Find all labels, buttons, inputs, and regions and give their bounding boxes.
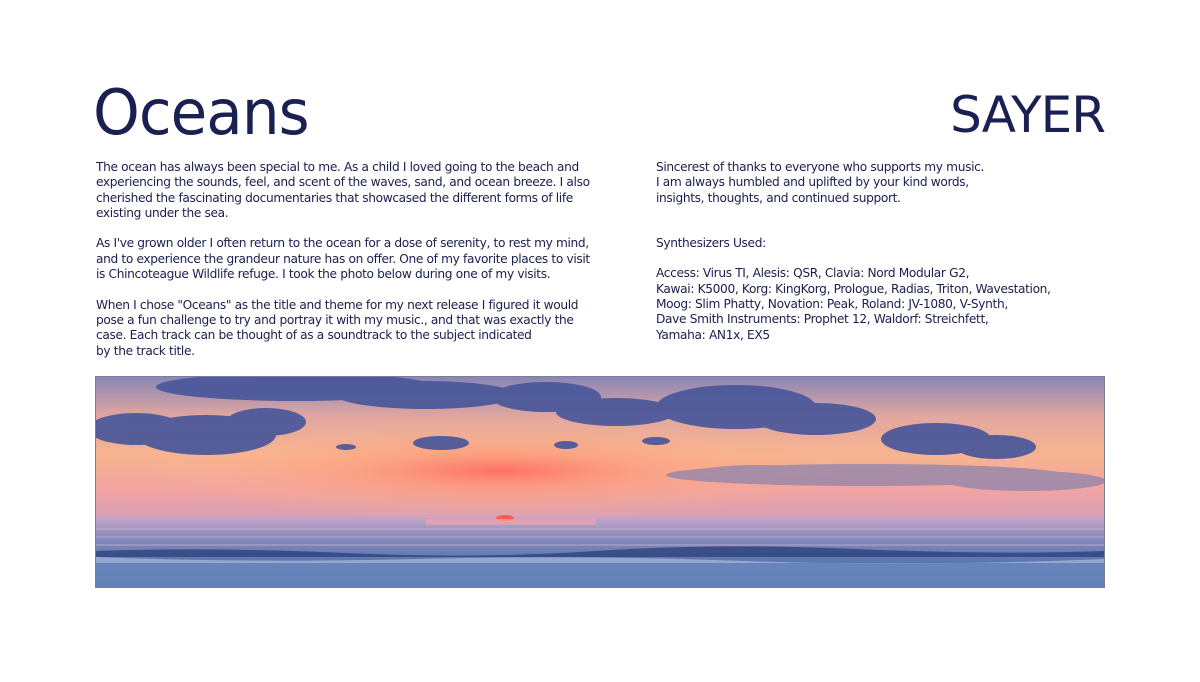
foreground-water [96, 563, 1104, 587]
cloud [956, 435, 1036, 459]
paragraph-childhood: The ocean has always been special to me. As a child I loved going to the beach and experiencing the sounds, feel, and scent of the waves, sand, and ocean breeze. I also cherished the fascinating documentaries that showcased the different forms of life existing under the sea. [96, 160, 590, 220]
synth-heading: Synthesizers Used: [656, 235, 766, 250]
sun-reflection [426, 519, 596, 525]
cloud [336, 381, 516, 409]
artist-name: SAYER [950, 86, 1105, 144]
cloud [696, 465, 816, 481]
thanks-text: Sincerest of thanks to everyone who supports my music. I am always humbled and uplifted by your kind words, insights, thoughts, and continued support. [656, 160, 984, 205]
credits-column [656, 160, 1106, 358]
synth-list: Access: Virus TI, Alesis: QSR, Clavia: Nord Modular G2, Kawai: K5000, Korg: KingKorg, Prologue, Radias, Triton, Wavestation, Moog: Slim Phatty, Novation: Peak, Roland: JV-1080, V-Synth, Dave Smith Instruments: Prophet 12, Waldorf: Streichfett, Yamaha: AN1x, EX5 [656, 266, 1051, 342]
sunset-illustration [96, 377, 1104, 587]
cloud [336, 444, 356, 450]
liner-notes-column [96, 160, 616, 374]
cloud [226, 408, 306, 436]
cloud [642, 437, 670, 445]
cloud [756, 403, 876, 435]
paragraph-title-choice: When I chose "Oceans" as the title and theme for my next release I figured it would pose a fun challenge to try and portray it with my music., and that was exactly the case. Each track can be thought of as a soundtrack to the subject indicated by the track title. [96, 297, 579, 358]
cloud [413, 436, 469, 450]
cloud [554, 441, 578, 449]
album-title: Oceans [93, 76, 309, 149]
ocean-sunset-photo [95, 376, 1105, 588]
paragraph-serenity: As I've grown older I often return to the ocean for a dose of serenity, to rest my mind, and to experience the grandeur nature has on offer. One of my favorite places to visit is Chincoteague Wildlife refuge. I took the photo below during one of my visits. [96, 236, 590, 282]
cloud [946, 471, 1104, 491]
